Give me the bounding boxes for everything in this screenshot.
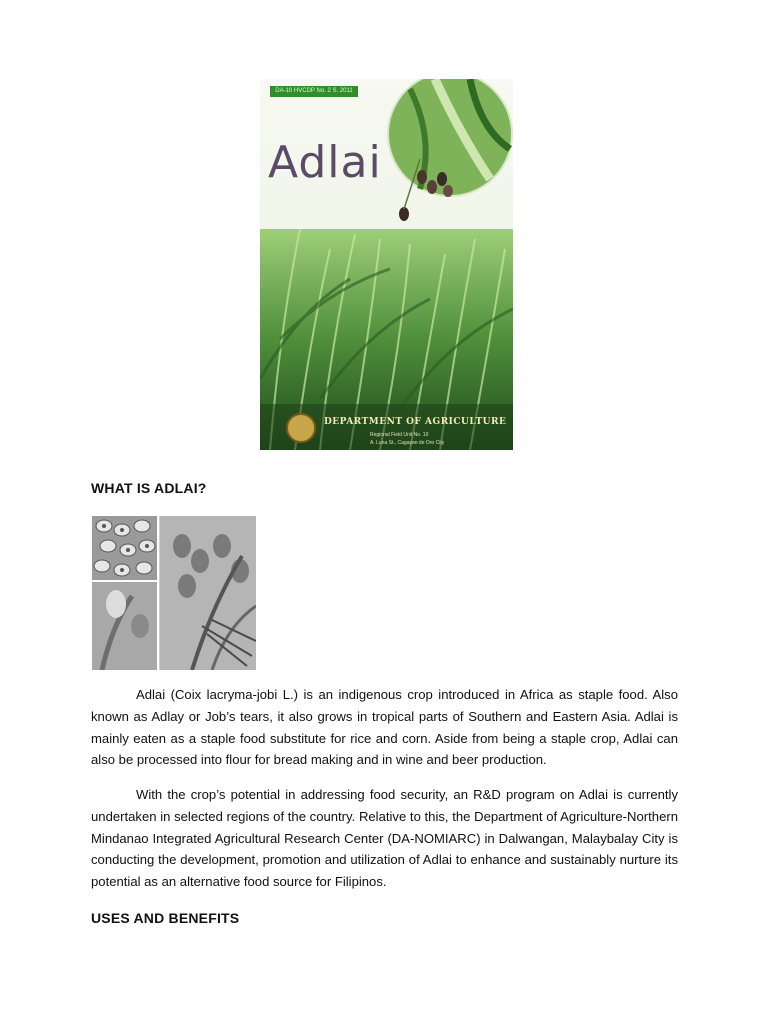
photo-collage (92, 516, 256, 670)
cover-address-line1: Regional Field Unit No. 10 (370, 432, 429, 438)
cover-artwork (260, 79, 513, 450)
adlai-seed-photo (92, 516, 256, 670)
heading-uses-and-benefits: USES AND BENEFITS (91, 910, 240, 926)
paragraph-what-is-adlai: Adlai (Coix lacryma-jobi L.) is an indigenous crop introduced in Africa as staple food. Also known as Adlay or Job’s tears, it also grows in tropical parts of Southern and Eastern Asia. Adlai is mainly eaten as a staple food substitute for rice and corn. Aside from being a staple crop, Adlai can also be processed into flour for bread making and in wine and beer production. (91, 687, 678, 768)
heading-what-is-adlai: WHAT IS ADLAI? (91, 480, 207, 496)
cover-title: Adlai (268, 137, 382, 188)
cover-series-tag: DA-10 HVCDP No. 2 S. 2011 (270, 86, 358, 97)
paragraph-rd-program: With the crop’s potential in addressing food security, an R&D program on Adlai is currently undertaken in selected regions of the country. Relative to this, the Department of Agriculture-Northern Mindanao Integrated Agricultural Research Center (DA-NOMIARC) in Dalwangan, Malaybalay City is conducting the development, promotion and utilization of Adlai to enhance and sustainably nurture its potential as an alternative food source for Filipinos. (91, 787, 678, 890)
department-seal-icon (286, 413, 316, 443)
adlai-book-cover (260, 79, 513, 450)
cover-address-line2: A. Luna St., Cagayan de Oro City (370, 440, 445, 446)
cover-department: DEPARTMENT OF AGRICULTURE (324, 417, 507, 427)
